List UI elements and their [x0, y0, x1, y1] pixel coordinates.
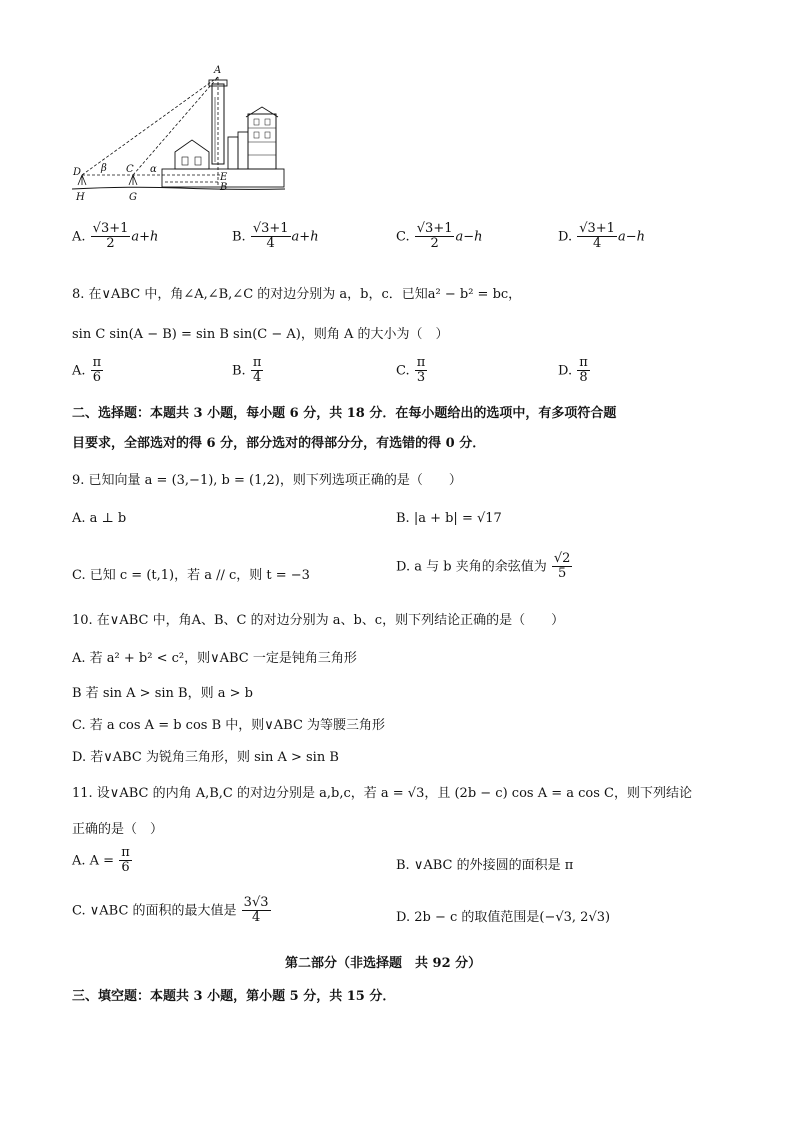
house [175, 140, 209, 169]
q11-stem-line2: 正确的是（ ） [72, 822, 164, 837]
q9-option-c[interactable]: C. 已知 c = (t,1)，若 a // c，则 t = −3 [72, 568, 310, 583]
q7-option-c[interactable]: C. $\frac{√3+1}{2}$ a−h [396, 221, 483, 252]
q7-option-d[interactable]: D. $\frac{√3+1}{4}$ a−h [558, 221, 645, 252]
q9-option-d[interactable]: D. a 与 b 夹角的余弦值为 $\frac{√2}{5}$ [396, 551, 571, 582]
q11-option-b[interactable]: B. ∨ABC 的外接圆的面积是 π [396, 858, 574, 873]
label-E: E [220, 172, 228, 183]
tripod-C [129, 175, 137, 185]
q8-option-b[interactable]: B. $\frac{\pi}{4}$ [232, 355, 262, 386]
label-H: H [76, 192, 85, 203]
silo [228, 137, 238, 169]
section3-header: 三、填空题：本题共 3 小题，第小题 5 分，共 15 分． [72, 989, 396, 1004]
q10-option-b[interactable]: B 若 sin A > sin B，则 a > b [72, 686, 253, 701]
q9-stem: 9. 已知向量 a = (3,−1), b = (1,2)，则下列选项正确的是（ ） [72, 473, 462, 488]
label-B: B [220, 182, 228, 193]
label-C: C [126, 164, 134, 175]
q9-option-a[interactable]: A. a ⊥ b [72, 511, 127, 526]
q11-option-a[interactable]: A. A = $\frac{\pi}{6}$ [72, 845, 130, 876]
label-beta: β [101, 163, 107, 174]
q10-stem: 10. 在∨ABC 中，角A、B、C 的对边分别为 a、b、c，则下列结论正确的是（ ） [72, 613, 565, 628]
geometry-figure [70, 62, 290, 207]
label-A: A [214, 65, 222, 76]
q10-option-d[interactable]: D. 若∨ABC 为锐角三角形，则 sin A > sin B [72, 750, 339, 765]
q11-option-c[interactable]: C. ∨ABC 的面积的最大值是 $\frac{3√3}{4}$ [72, 895, 269, 926]
line-CA [133, 77, 218, 175]
q8-option-a[interactable]: A. $\frac{\pi}{6}$ [72, 355, 102, 386]
q8-option-c[interactable]: C. $\frac{\pi}{3}$ [396, 355, 426, 386]
ground-line [72, 187, 285, 189]
q7-option-a[interactable]: A. $\frac{√3+1}{2}$ a+h [72, 221, 159, 252]
q11-stem-line1: 11. 设∨ABC 的内角 A,B,C 的对边分别是 a,b,c，若 a = √3，且 (2b − c) cos A = a cos C，则下列结论 [72, 786, 692, 801]
q8-option-d[interactable]: D. $\frac{\pi}{8}$ [558, 355, 588, 386]
section2-header-line2: 目要求，全部选对的得 6 分，部分选对的得部分分，有选错的得 0 分． [72, 436, 486, 451]
q10-option-a[interactable]: A. 若 a² + b² < c²，则∨ABC 一定是钝角三角形 [72, 651, 357, 666]
building [248, 114, 276, 169]
q9-option-b[interactable]: B. |a + b| = √17 [396, 511, 502, 526]
q8-stem-line1: 8. 在∨ABC 中，角∠A,∠B,∠C 的对边分别为 a，b，c．已知a² − b² = bc， [72, 287, 522, 302]
label-G: G [129, 192, 137, 203]
q8-stem-line2: sin C sin(A − B) = sin B sin(C − A)，则角 A 的大小为（ ） [72, 327, 449, 342]
label-alpha: α [150, 164, 157, 175]
q11-option-d[interactable]: D. 2b − c 的取值范围是(−√3, 2√3) [396, 910, 611, 925]
q10-option-c[interactable]: C. 若 a cos A = b cos B 中，则∨ABC 为等腰三角形 [72, 718, 386, 733]
line-DA [82, 77, 218, 175]
q7-option-b[interactable]: B. $\frac{√3+1}{4}$ a+h [232, 221, 319, 252]
label-D: D [73, 167, 82, 178]
part2-title: 第二部分（非选择题 共 92 分） [285, 956, 482, 971]
section2-header-line1: 二、选择题：本题共 3 小题，每小题 6 分，共 18 分．在每小题给出的选项中，有多项符合题 [72, 406, 617, 421]
